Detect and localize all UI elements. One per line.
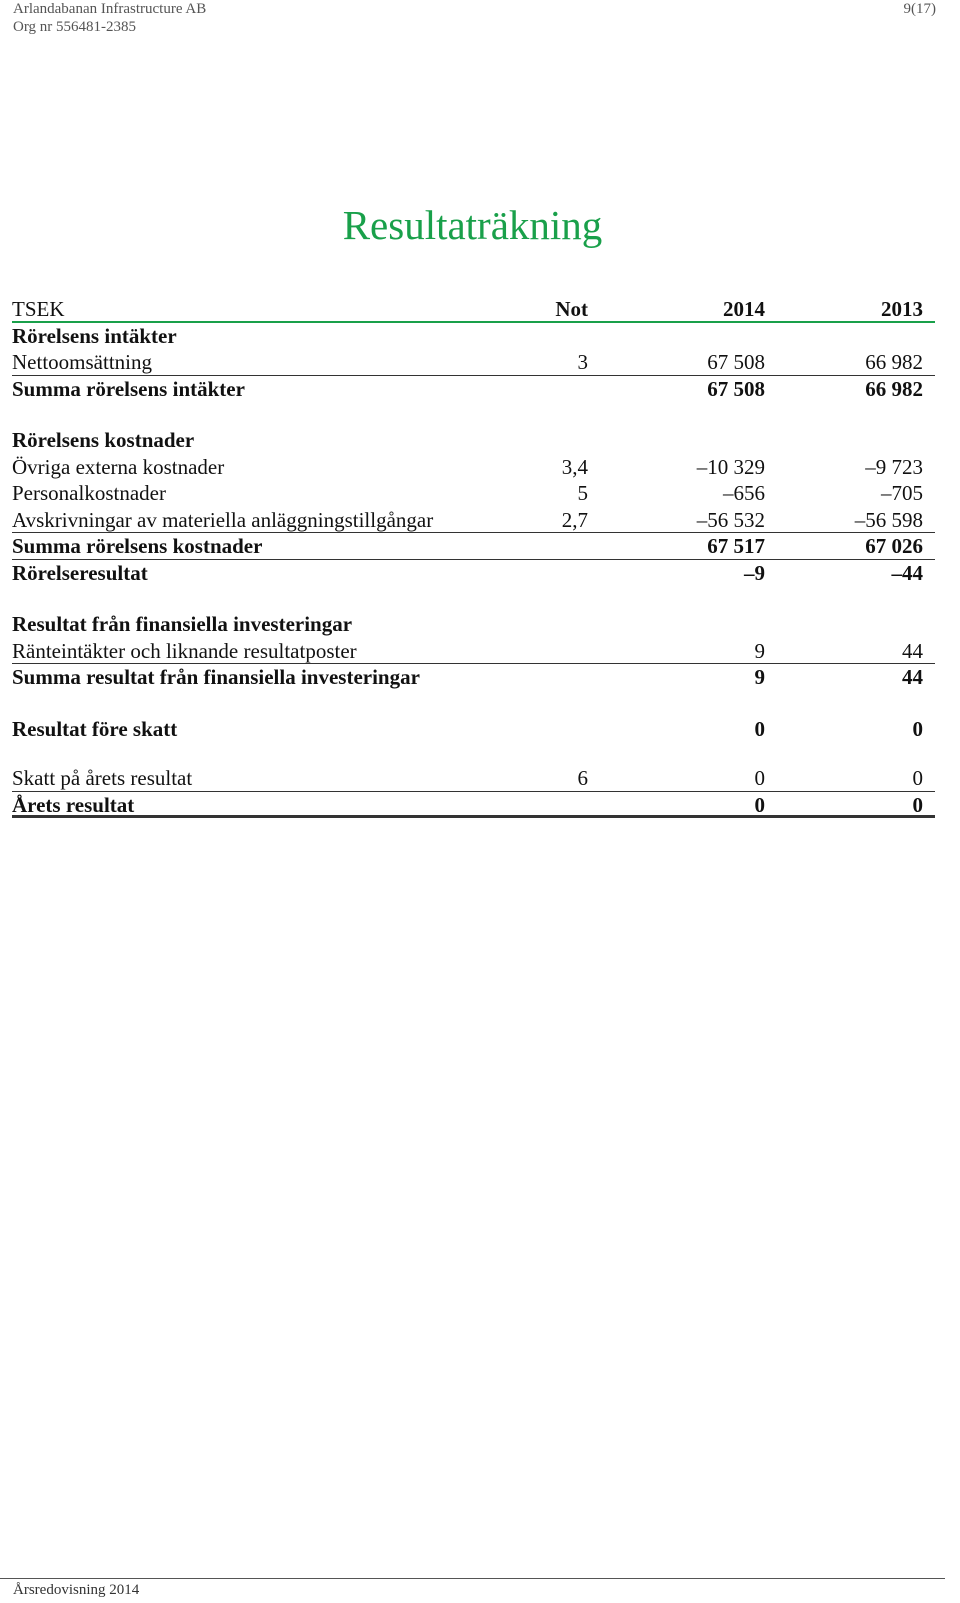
row-not: 5 — [577, 481, 588, 505]
row-label: Ränteintäkter och liknande resultatposter — [12, 638, 357, 663]
row-2014: 67 508 — [707, 376, 765, 401]
row-2014: 9 — [754, 638, 765, 663]
spacer — [12, 742, 935, 765]
row-not: 6 — [577, 766, 588, 790]
row-label: Resultat från finansiella investeringar — [12, 612, 353, 636]
table-row — [12, 507, 935, 534]
row-not: 3 — [577, 350, 588, 374]
row-label: Avskrivningar av materiella anläggningstillgångar — [12, 507, 434, 532]
row-2013: 67 026 — [865, 534, 923, 558]
table-row — [12, 480, 935, 507]
row-label: Resultat före skatt — [12, 716, 178, 741]
table-row — [12, 792, 935, 819]
row-2013: –9 723 — [865, 454, 923, 479]
table-row — [12, 716, 935, 743]
row-2013: 44 — [902, 638, 923, 663]
row-2014: 0 — [754, 792, 765, 817]
row-2014: 0 — [754, 766, 765, 790]
row-2014: –56 532 — [696, 507, 765, 532]
row-2013: 0 — [912, 792, 923, 817]
row-2013: 66 982 — [865, 350, 923, 374]
row-2013: 0 — [912, 716, 923, 741]
page-title: Resultaträkning — [342, 202, 603, 248]
header-2014: 2014 — [723, 297, 765, 321]
footer-divider — [0, 1578, 945, 1579]
row-label: Summa rörelsens kostnader — [12, 534, 263, 558]
income-statement-table — [12, 296, 935, 818]
row-not: 3,4 — [561, 454, 588, 479]
header-tsek: TSEK — [12, 297, 65, 321]
row-label: Rörelsens kostnader — [12, 428, 195, 452]
document-header-left — [13, 0, 206, 36]
table-row — [12, 427, 935, 454]
row-2014: –9 — [744, 560, 765, 585]
row-2014: 67 508 — [707, 350, 765, 374]
row-2014: –656 — [723, 481, 765, 505]
table-row — [12, 454, 935, 481]
row-label: Rörelseresultat — [12, 560, 148, 585]
company-name: Arlandabanan Infrastructure AB — [13, 1, 207, 17]
row-2013: –44 — [891, 560, 923, 585]
row-not: 2,7 — [561, 507, 588, 532]
row-2013: 66 982 — [865, 376, 923, 401]
table-row — [12, 638, 935, 665]
row-2013: –705 — [881, 481, 923, 505]
header-not: Not — [555, 297, 588, 321]
row-label: Nettoomsättning — [12, 350, 152, 374]
row-label: Rörelsens intäkter — [12, 323, 177, 348]
row-2013: 44 — [902, 665, 923, 689]
table-row — [12, 560, 935, 587]
row-label: Årets resultat — [12, 792, 135, 817]
row-2014: 9 — [754, 665, 765, 689]
table-row — [12, 376, 935, 403]
row-label: Övriga externa kostnader — [12, 454, 225, 479]
table-row — [12, 349, 935, 376]
table-row — [12, 533, 935, 560]
table-row — [12, 765, 935, 792]
page-number: 9(17) — [903, 1, 936, 17]
row-2013: 0 — [912, 766, 923, 790]
header-2013: 2013 — [881, 297, 923, 321]
row-label: Summa resultat från finansiella investeringar — [12, 665, 420, 689]
spacer — [12, 586, 935, 611]
row-2013: –56 598 — [854, 507, 923, 532]
row-2014: 0 — [754, 716, 765, 741]
row-2014: 67 517 — [707, 534, 765, 558]
row-2014: –10 329 — [696, 454, 765, 479]
spacer — [12, 691, 935, 716]
row-label: Personalkostnader — [12, 481, 166, 505]
org-number: Org nr 556481-2385 — [13, 19, 137, 35]
table-header-row — [12, 296, 935, 323]
spacer — [12, 402, 935, 427]
row-label: Skatt på årets resultat — [12, 766, 193, 790]
row-label: Summa rörelsens intäkter — [12, 376, 245, 401]
document-footer: Årsredovisning 2014 — [13, 1582, 140, 1598]
table-row — [12, 664, 935, 691]
table-row — [12, 611, 935, 638]
table-row — [12, 323, 935, 350]
